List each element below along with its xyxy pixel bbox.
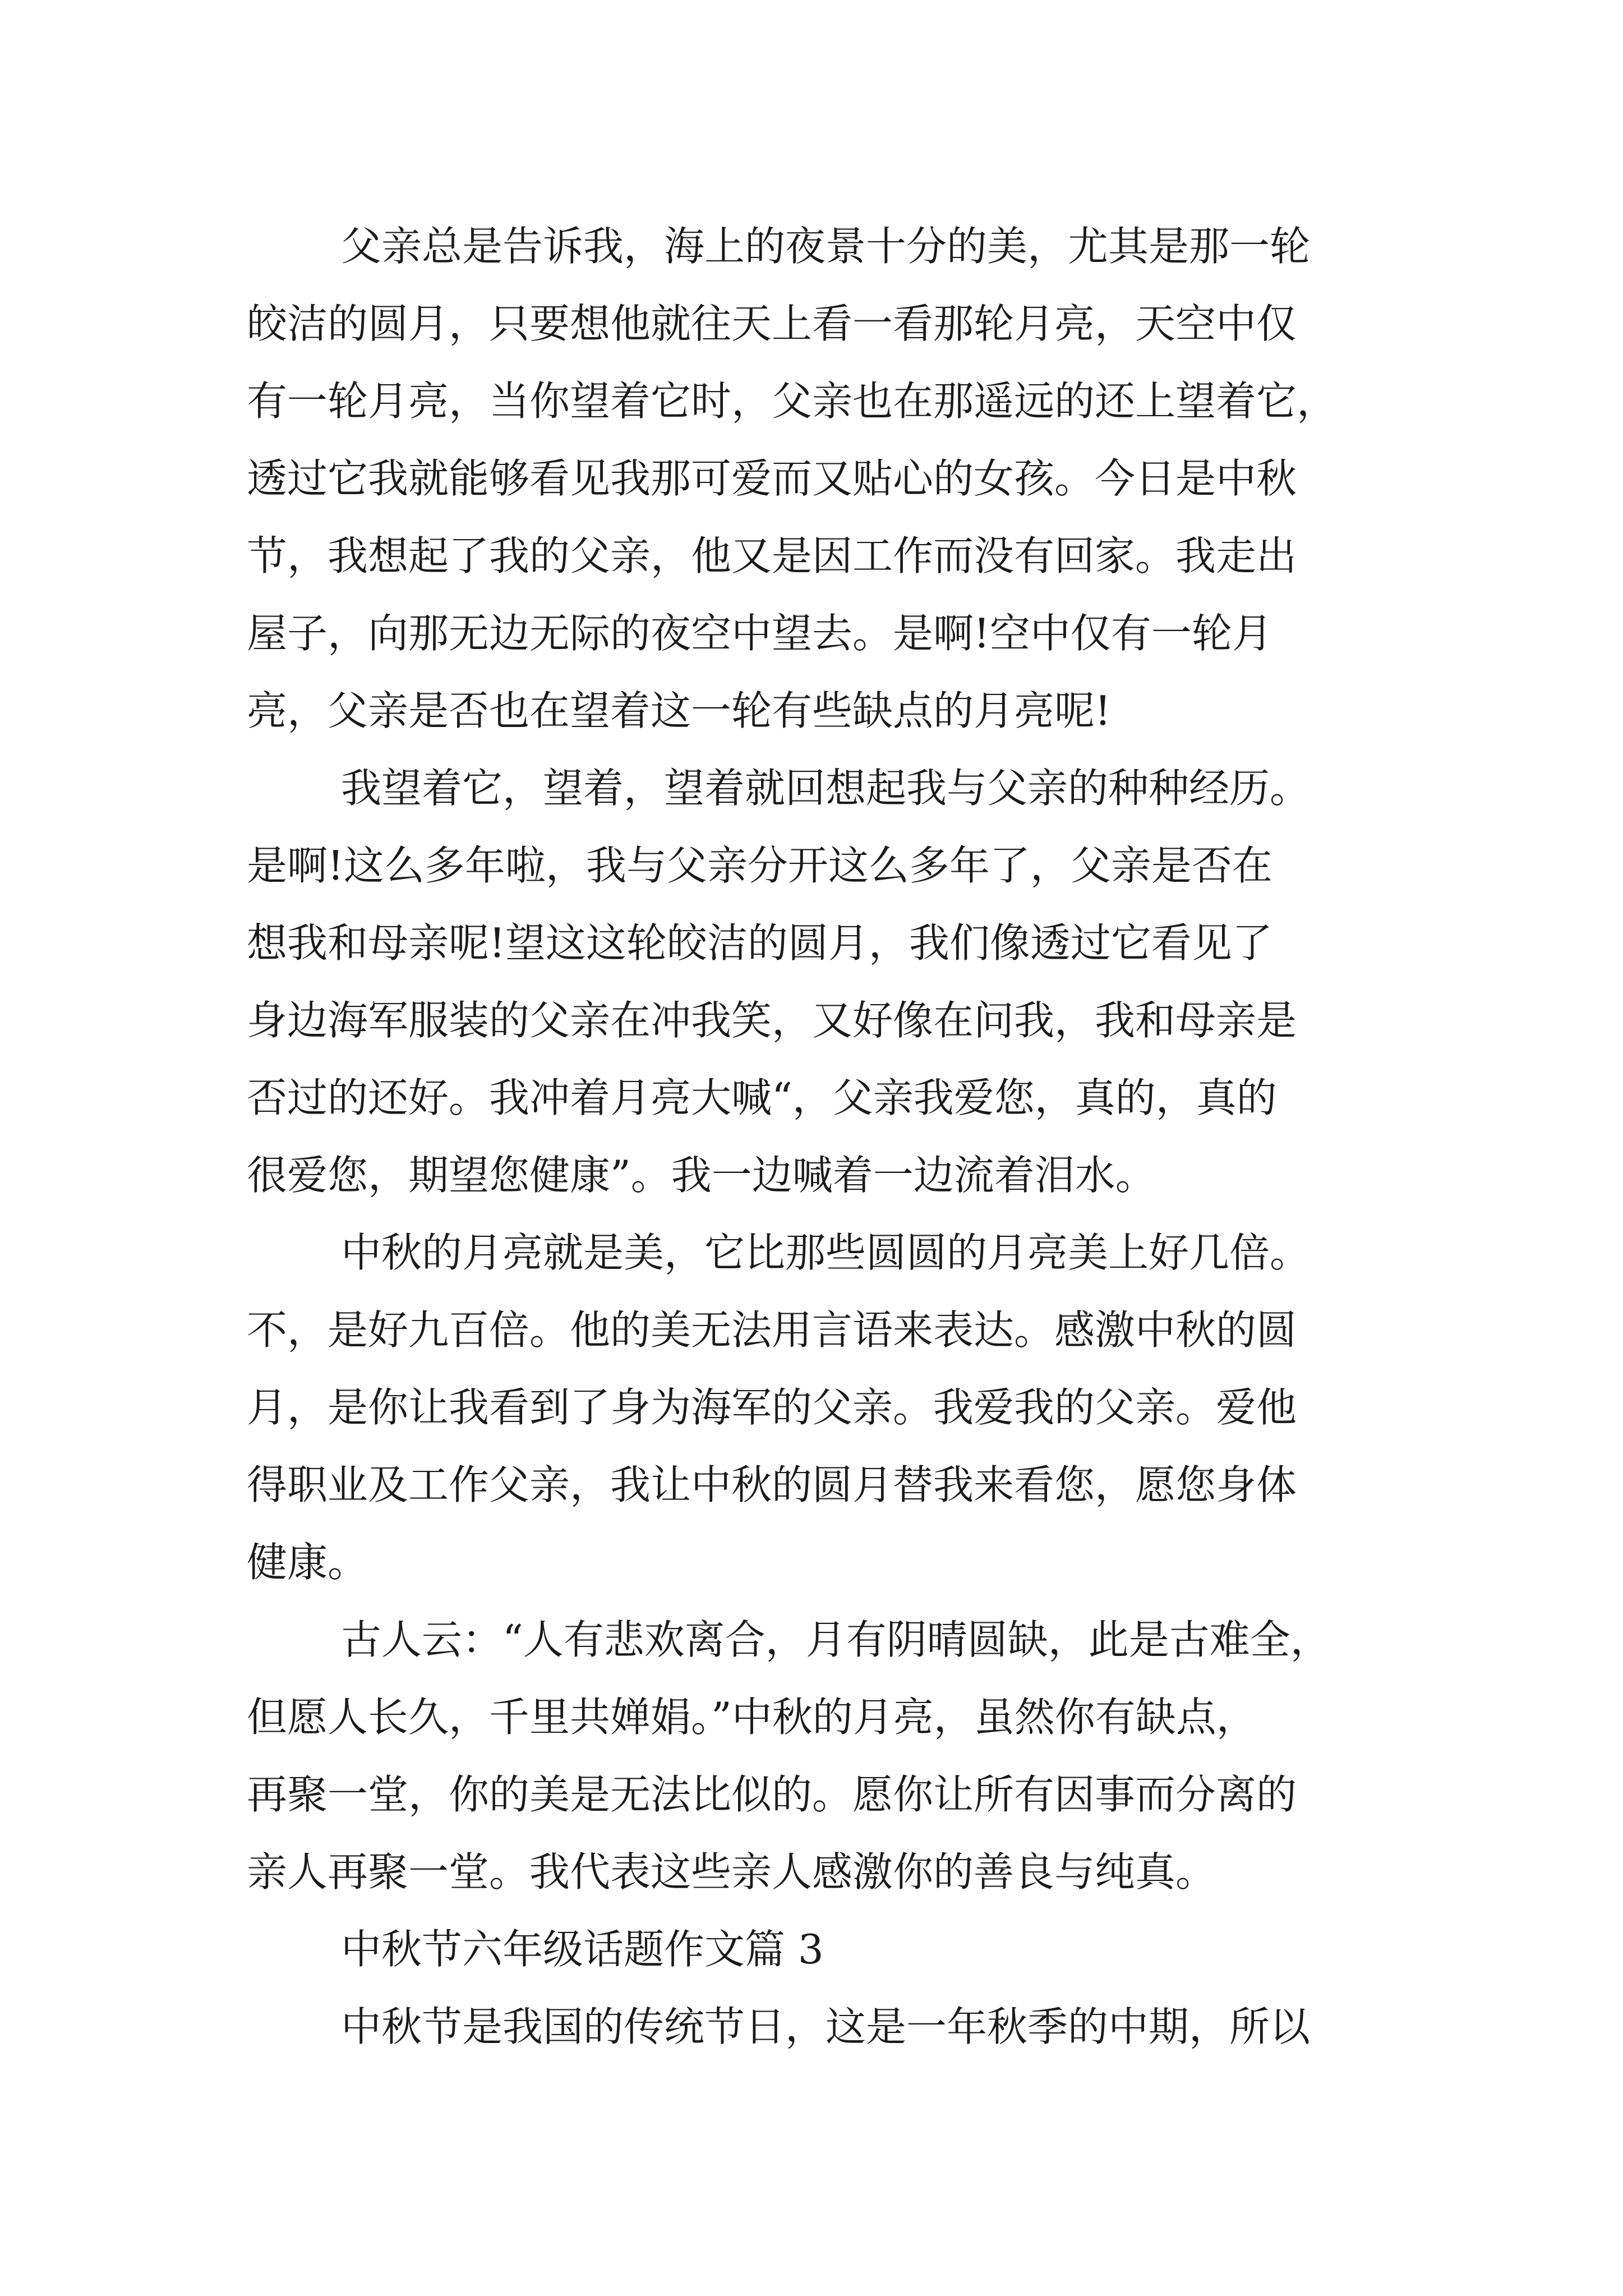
text-line: 古人云：“人有悲欢离合，月有阴晴圆缺，此是古难全， (341, 1616, 1331, 1663)
text-line: 健康。 (247, 1539, 368, 1586)
text-line: 皎洁的圆月，只要想他就往天上看一看那轮月亮，天空中仅 (247, 300, 1297, 347)
text-line: 否过的还好。我冲着月亮大喊“，父亲我爱您，真的，真的 (247, 1074, 1277, 1121)
text-line: 身边海军服装的父亲在冲我笑，又好像在问我，我和母亲是 (247, 997, 1297, 1044)
text-line: 中秋的月亮就是美，它比那些圆圆的月亮美上好几倍。 (341, 1229, 1311, 1276)
text-line: 屋子，向那无边无际的夜空中望去。是啊!空中仅有一轮月 (247, 610, 1272, 657)
text-line: 有一轮月亮，当你望着它时，父亲也在那遥远的还上望着它， (247, 378, 1338, 425)
text-line: 是啊!这么多年啦，我与父亲分开这么多年了，父亲是否在 (247, 842, 1272, 889)
text-line: 不，是好九百倍。他的美无法用言语来表达。感激中秋的圆 (247, 1306, 1297, 1354)
text-line: 很爱您，期望您健康”。我一边喊着一边流着泪水。 (247, 1152, 1156, 1199)
text-line: 但愿人长久，千里共婵娟。”中秋的月亮，虽然你有缺点， (247, 1694, 1257, 1741)
text-line: 再聚一堂，你的美是无法比似的。愿你让所有因事而分离的 (247, 1771, 1297, 1818)
text-line: 父亲总是告诉我，海上的夜景十分的美，尤其是那一轮 (341, 223, 1311, 270)
text-line: 中秋节是我国的传统节日，这是一年秋季的中期，所以 (341, 2003, 1311, 2050)
text-line: 亮，父亲是否也在望着这一轮有些缺点的月亮呢! (247, 687, 1111, 734)
text-line: 亲人再聚一堂。我代表这些亲人感激你的善良与纯真。 (247, 1848, 1216, 1895)
essay-body (247, 208, 1391, 2065)
text-line: 想我和母亲呢!望这这轮皎洁的圆月，我们像透过它看见了 (247, 919, 1272, 967)
text-line: 节，我想起了我的父亲，他又是因工作而没有回家。我走出 (247, 532, 1297, 579)
text-line: 月，是你让我看到了身为海军的父亲。我爱我的父亲。爱他 (247, 1384, 1297, 1431)
section-heading: 中秋节六年级话题作文篇 3 (341, 1926, 824, 1973)
text-line: 得职业及工作父亲，我让中秋的圆月替我来看您，愿您身体 (247, 1461, 1297, 1508)
text-line: 我望着它，望着，望着就回想起我与父亲的种种经历。 (341, 765, 1311, 812)
text-line: 透过它我就能够看见我那可爱而又贴心的女孩。今日是中秋 (247, 455, 1297, 502)
